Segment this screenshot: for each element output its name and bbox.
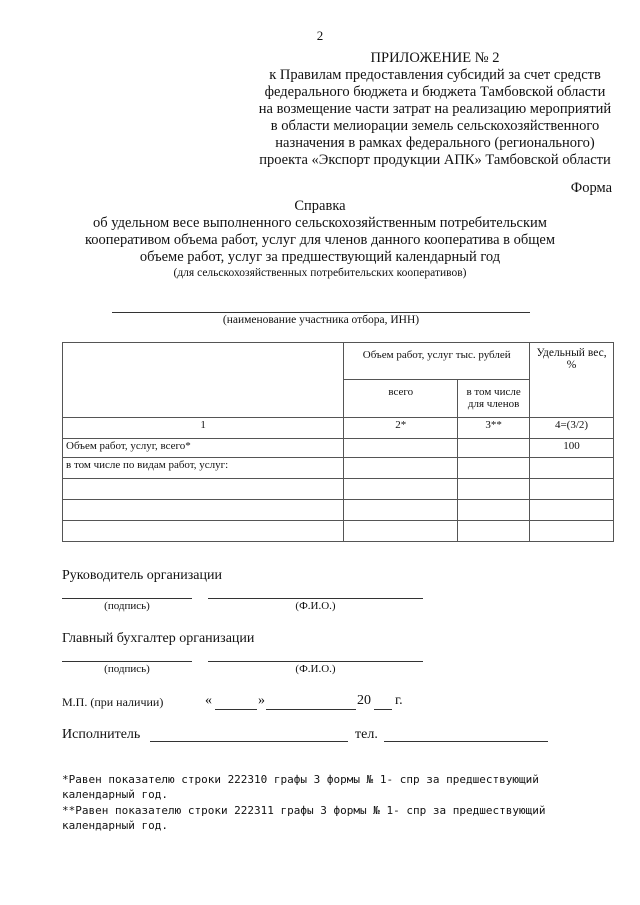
participant-name-field[interactable] bbox=[112, 312, 530, 313]
appendix-line: на возмещение части затрат на реализацию мероприятий bbox=[258, 101, 612, 117]
title-line: об удельном весе выполненного сельскохозяйственным потребительским bbox=[93, 215, 547, 231]
title-line: кооперативом объема работ, услуг для членов данного кооператива в общем bbox=[84, 232, 556, 248]
sign-caption: (подпись) bbox=[104, 663, 150, 675]
header-share: Удельный вес, % bbox=[530, 343, 614, 418]
appendix-block bbox=[250, 50, 620, 169]
accountant-name-field[interactable] bbox=[208, 661, 423, 662]
name-caption: (Ф.И.О.) bbox=[295, 600, 336, 612]
accountant-signature-field[interactable] bbox=[62, 661, 192, 662]
header-blank-cell bbox=[63, 343, 344, 418]
sign-caption: (подпись) bbox=[104, 600, 150, 612]
phone-field[interactable] bbox=[384, 741, 548, 742]
table-row bbox=[63, 439, 614, 458]
date-year-field[interactable] bbox=[374, 709, 392, 710]
table-cell[interactable] bbox=[458, 479, 530, 500]
col-number-1: 1 bbox=[63, 418, 344, 439]
table-cell[interactable] bbox=[63, 479, 344, 500]
page-number: 2 bbox=[316, 28, 324, 43]
footnote: *Равен показателю строки 222310 графы 3 формы № 1- спр за предшествующий календарный год. bbox=[62, 773, 539, 801]
header-volume: Объем работ, услуг тыс. рублей bbox=[344, 343, 530, 380]
stamp-label: М.П. (при наличии) bbox=[62, 695, 164, 709]
row-total-share: 100 bbox=[530, 439, 614, 458]
table-cell[interactable] bbox=[458, 458, 530, 479]
report-table bbox=[62, 342, 614, 542]
accountant-title: Главный бухгалтер организации bbox=[62, 631, 255, 646]
row-total-label: Объем работ, услуг, всего* bbox=[63, 439, 344, 458]
table-cell[interactable] bbox=[530, 458, 614, 479]
title-heading: Справка bbox=[294, 198, 346, 214]
col-number-2: 2* bbox=[344, 418, 458, 439]
appendix-line: в области мелиорации земель сельскохозяйственного bbox=[270, 118, 600, 134]
title-line: объеме работ, услуг за предшествующий календарный год bbox=[139, 249, 501, 265]
head-signature-field[interactable] bbox=[62, 598, 192, 599]
appendix-line: к Правилам предоставления субсидий за счет средств bbox=[269, 67, 601, 83]
table-cell[interactable] bbox=[344, 479, 458, 500]
header-members: в том числе для членов bbox=[458, 380, 530, 418]
date-close-quote: » bbox=[258, 693, 265, 708]
table-cell[interactable] bbox=[63, 521, 344, 542]
table-cell[interactable] bbox=[458, 521, 530, 542]
date-day-field[interactable] bbox=[215, 709, 257, 710]
table-cell[interactable] bbox=[344, 458, 458, 479]
table-cell[interactable] bbox=[530, 479, 614, 500]
col-number-3: 3** bbox=[458, 418, 530, 439]
row-by-type-label: в том числе по видам работ, услуг: bbox=[63, 458, 344, 479]
table-row bbox=[63, 500, 614, 521]
table-cell[interactable] bbox=[344, 500, 458, 521]
date-year-prefix: 20 bbox=[357, 693, 371, 708]
table-row bbox=[63, 521, 614, 542]
table-cell[interactable] bbox=[63, 500, 344, 521]
table-cell[interactable] bbox=[530, 500, 614, 521]
table-cell[interactable] bbox=[530, 521, 614, 542]
appendix-heading: ПРИЛОЖЕНИЕ № 2 bbox=[370, 50, 500, 66]
date-open-quote: « bbox=[205, 693, 212, 708]
footnote: **Равен показателю строки 222311 графы 3 формы № 1- спр за предшествующий календарный год. bbox=[62, 804, 546, 832]
date-year-suffix: г. bbox=[395, 693, 403, 708]
head-title: Руководитель организации bbox=[62, 568, 222, 583]
col-number-4: 4=(3/2) bbox=[530, 418, 614, 439]
row-total-members[interactable] bbox=[458, 439, 530, 458]
header-total: всего bbox=[344, 380, 458, 418]
table-row bbox=[63, 458, 614, 479]
appendix-line: федерального бюджета и бюджета Тамбовской области bbox=[264, 84, 606, 100]
appendix-line: проекта «Экспорт продукции АПК» Тамбовской области bbox=[259, 152, 611, 168]
title-note: (для сельскохозяйственных потребительских кооперативов) bbox=[173, 267, 467, 279]
executor-field[interactable] bbox=[150, 741, 348, 742]
table-cell[interactable] bbox=[458, 500, 530, 521]
date-month-field[interactable] bbox=[266, 709, 356, 710]
head-name-field[interactable] bbox=[208, 598, 423, 599]
forma-label: Форма bbox=[570, 180, 612, 196]
name-caption: (Ф.И.О.) bbox=[295, 663, 336, 675]
executor-label: Исполнитель bbox=[62, 727, 141, 742]
table-cell[interactable] bbox=[344, 521, 458, 542]
document-title bbox=[40, 198, 600, 281]
participant-caption: (наименование участника отбора, ИНН) bbox=[222, 314, 420, 326]
table-row bbox=[63, 479, 614, 500]
row-total-all[interactable] bbox=[344, 439, 458, 458]
appendix-line: назначения в рамках федерального (регионального) bbox=[275, 135, 595, 151]
phone-label: тел. bbox=[355, 727, 378, 742]
